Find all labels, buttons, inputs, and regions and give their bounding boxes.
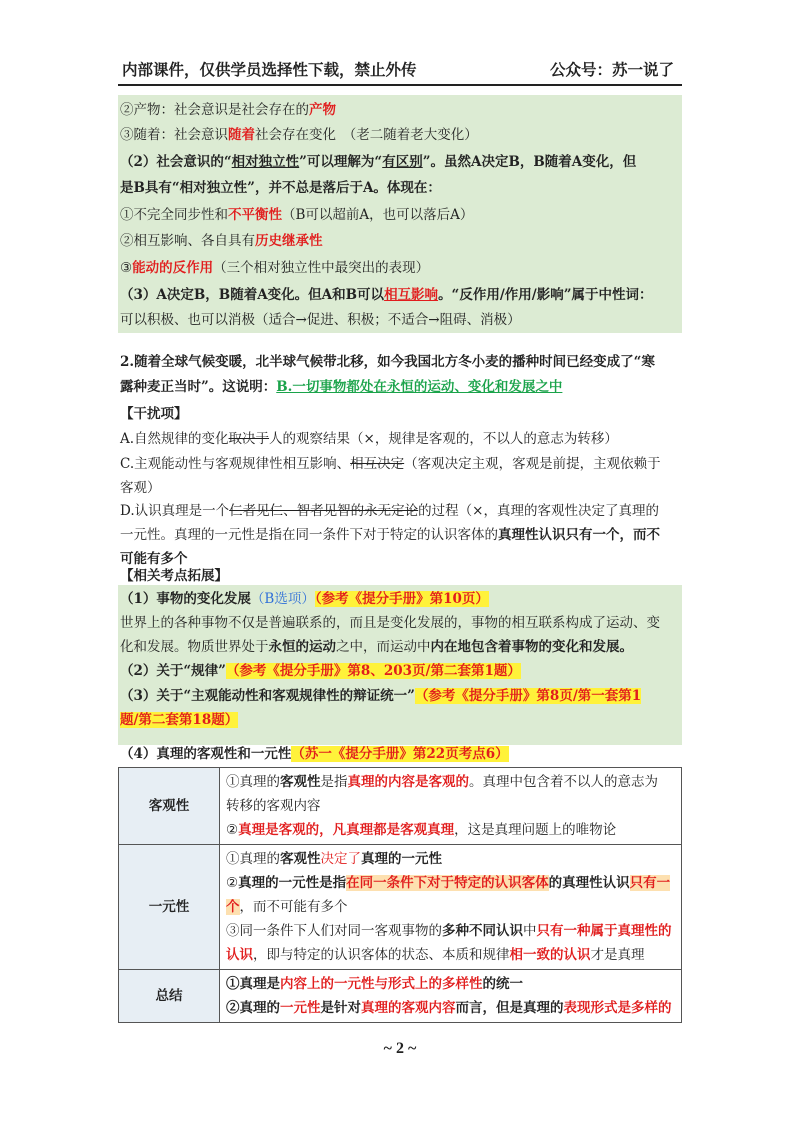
expand-line-2: 世界上的各种事物不仅是普遍联系的，而且是变化发展的，事物的相互联系构成了运动、变 (120, 615, 660, 631)
distractor-title: 【干扰项】 (120, 406, 188, 422)
page-header (118, 52, 682, 86)
expand-line-3: 化和发展。物质世界处于永恒的运动之中，而运动中内在地包含着事物的变化和发展。 (120, 639, 633, 655)
distractor-d-3: 可能有多个 (120, 551, 188, 567)
row-head-objectivity: 客观性 (119, 768, 220, 845)
table-cell-objectivity: ①真理的客观性是指真理的内容是客观的。真理中包含着不以人的意志为 转移的客观内容 ②真理是客观的，凡真理都是客观真理，这是真理问题上的唯物论 (220, 768, 682, 845)
row-head-summary: 总结 (119, 970, 220, 1023)
note-line-8: （3）A决定B，B随着A变化。但A和B可以相互影响。“反作用/作用/影响”属于中性词： (120, 287, 653, 303)
truth-table (118, 767, 682, 1023)
answer-b: B.一切事物都处在永恒的运动、变化和发展之中 (276, 379, 563, 395)
note-line-1: ②产物：社会意识是社会存在的产物 (120, 102, 336, 118)
note-line-5: ①不完全同步性和不平衡性（B可以超前A，也可以落后A） (120, 207, 474, 223)
distractor-c-2: 客观） (120, 480, 161, 496)
expand-title: 【相关考点拓展】 (120, 568, 228, 584)
expand-line-4: （2）关于“规律”（参考《提分手册》第8、203页/第二套第1题） (120, 663, 521, 679)
distractor-c-1: C.主观能动性与客观规律性相互影响、相互决定（客观决定主观，客观是前提，主观依赖于 (120, 456, 661, 472)
page-number: ~ 2 ~ (383, 1040, 417, 1057)
distractor-d-2: 一元性。真理的一元性是指在同一条件下对于特定的认识客体的真理性认识只有一个，而不 (120, 527, 660, 543)
note-line-2: ③随着：社会意识随着社会存在变化 （老二随着老大变化） (120, 127, 478, 143)
row-head-unity: 一元性 (119, 845, 220, 970)
note-line-4: 是B具有“相对独立性”，并不总是落后于A。体现在： (120, 180, 441, 196)
distractor-d-1: D.认识真理是一个仁者见仁、智者见智的永无定论的过程（×，真理的客观性决定了真理的 (120, 503, 659, 519)
expand-line-1: （1）事物的变化发展（B选项）（参考《提分手册》第10页） (120, 591, 489, 607)
note-line-9: 可以积极、也可以消极（适合→促进、积极；不适合→阻碍、消极） (120, 312, 521, 328)
question-2-line-2: 露种麦正当时”。这说明：B.一切事物都处在永恒的运动、变化和发展之中 (120, 379, 563, 395)
note-line-6: ②相互影响、各自具有历史继承性 (120, 233, 323, 249)
distractor-a: A.自然规律的变化取决于人的观察结果（×，规律是客观的，不以人的意志为转移） (120, 431, 618, 447)
header-account: 公众号：苏一说了 (549, 61, 674, 79)
header-notice: 内部课件，仅供学员选择性下载，禁止外传 (122, 61, 417, 79)
expand-line-6: 题/第二套第18题） (120, 712, 239, 728)
note-line-3: （2）社会意识的“相对独立性”可以理解为“有区别”。虽然A决定B，B随着A变化，但 (120, 154, 637, 170)
section-4-title: （4）真理的客观性和一元性（苏一《提分手册》第22页考点6） (120, 746, 509, 762)
table-row (119, 768, 682, 845)
table-row (119, 970, 682, 1023)
expand-line-5: （3）关于“主观能动性和客观规律性的辩证统一”（参考《提分手册》第8页/第一套第1 (120, 688, 642, 704)
note-line-7: ③能动的反作用（三个相对独立性中最突出的表现） (120, 260, 430, 276)
table-cell-summary: ①真理是内容上的一元性与形式上的多样性的统一 ②真理的一元性是针对真理的客观内容而言，但是真理的表现形式是多样的 (220, 970, 682, 1023)
table-cell-unity: ①真理的客观性决定了真理的一元性 ②真理的一元性是指在同一条件下对于特定的认识客体的真理性认识只有一个，而不可能有多个 ③同一条件下人们对同一客观事物的多种不同认识中只有一种属于真理性的认识，即与特定的认识客体的状态、本质和规律相一致的认识才是真理 (220, 845, 682, 970)
question-2-line-1: 2.随着全球气候变暖，北半球气候带北移，如今我国北方冬小麦的播种时间已经变成了“寒 (120, 354, 655, 370)
table-row (119, 845, 682, 970)
